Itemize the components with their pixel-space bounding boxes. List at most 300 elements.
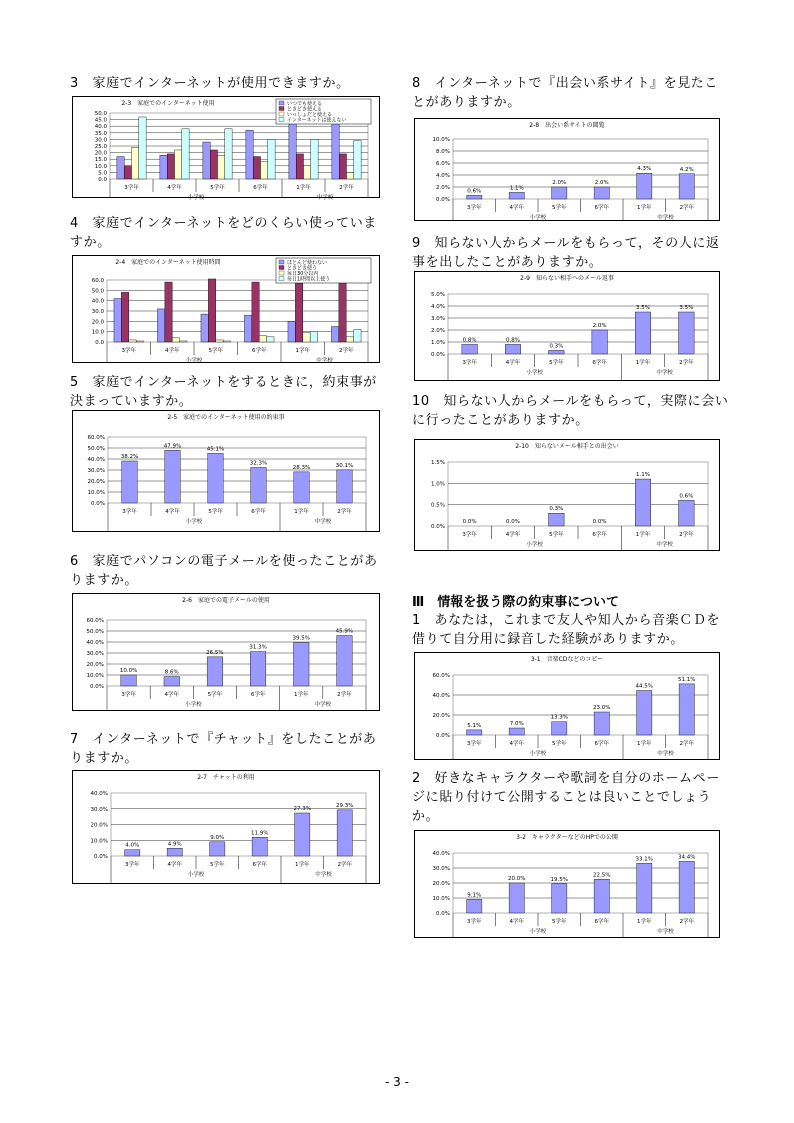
group-label: 小学校 — [187, 872, 205, 878]
x-category-label: 3学年 — [124, 185, 139, 191]
x-category-label: 1学年 — [295, 348, 310, 354]
x-category-label: 6学年 — [251, 509, 266, 515]
data-label: 45.9% — [335, 628, 354, 635]
y-tick-label: 0.0 — [98, 177, 107, 183]
x-category-label: 2学年 — [339, 348, 354, 354]
question-line: 借りて自分用に録音した経験がありますか。 — [412, 632, 685, 647]
bar — [267, 337, 274, 342]
bar — [121, 675, 137, 686]
y-tick-label: 50.0 — [94, 111, 107, 117]
chart-2-4 — [72, 255, 380, 363]
data-label: 44.5% — [635, 683, 653, 690]
bar — [261, 162, 268, 179]
bar — [594, 187, 609, 199]
bar — [679, 174, 694, 199]
bar — [182, 129, 189, 179]
bar — [160, 155, 167, 179]
bar — [288, 321, 295, 342]
chart-title: 2-6 家庭での電子メールの使用 — [182, 597, 270, 604]
bar — [549, 513, 565, 526]
bar — [467, 730, 482, 735]
section-heading: Ⅲ 情報を扱う際の約束事について — [412, 595, 620, 610]
data-label: 9.0% — [210, 834, 225, 841]
group-label: 中学校 — [657, 215, 674, 221]
bar — [218, 155, 225, 179]
data-label: 11.9% — [251, 830, 269, 837]
x-category-label: 3学年 — [467, 741, 482, 747]
chart-2-5 — [72, 410, 380, 532]
data-label: 0.0% — [592, 519, 607, 525]
plot-area — [448, 294, 708, 354]
bar — [175, 150, 182, 179]
chart-svg — [415, 119, 719, 220]
chart-svg — [415, 831, 719, 937]
bar — [139, 117, 146, 179]
chart-svg — [73, 411, 379, 531]
bar — [337, 470, 352, 503]
y-tick-label: 5.0% — [431, 292, 445, 298]
question-3 — [70, 74, 390, 93]
bar — [157, 309, 164, 342]
bar — [295, 813, 310, 856]
data-label: 23.0% — [593, 705, 611, 711]
question-line: 9 知らない人からメールをもらって，その人に返 — [412, 236, 720, 251]
data-label: 38.2% — [120, 453, 139, 460]
question-line: 8 インターネットで『出会い系サイト』を見たこ — [412, 76, 718, 91]
data-label: 32.3% — [249, 460, 268, 467]
x-category-label: 3学年 — [462, 532, 477, 538]
legend-swatch — [279, 112, 284, 116]
x-category-label: 4学年 — [164, 692, 179, 698]
y-tick-label: 60.0% — [87, 435, 105, 441]
bar — [509, 883, 524, 913]
bar — [505, 344, 521, 354]
data-label: 26.5% — [206, 649, 224, 656]
bar — [125, 850, 140, 856]
y-tick-label: 40.0 — [94, 124, 107, 131]
x-category-label: 6学年 — [592, 532, 607, 538]
question-line: 決まっていますか。 — [70, 394, 193, 409]
x-category-label: 4学年 — [167, 185, 182, 191]
x-category-label: 1学年 — [296, 185, 311, 191]
bar — [679, 684, 694, 735]
x-category-label: 2学年 — [337, 692, 352, 698]
bar — [121, 292, 128, 342]
x-category-label: 4学年 — [165, 348, 180, 354]
x-category-label: 2学年 — [337, 862, 352, 868]
y-tick-label: 20.0% — [432, 881, 450, 887]
bar — [346, 337, 353, 342]
data-label: 0.6% — [679, 493, 694, 500]
y-tick-label: 60.0 — [91, 278, 104, 284]
data-label: 51.1% — [678, 676, 696, 683]
question-line: 10 知らない人からメールをもらって，実際に会い — [412, 394, 729, 409]
x-category-label: 1学年 — [637, 919, 652, 925]
data-label: 45.1% — [206, 446, 225, 453]
chart-svg — [415, 272, 719, 380]
bar — [552, 187, 567, 199]
y-tick-label: 10.0% — [87, 490, 105, 496]
chart-2-10 — [414, 439, 720, 551]
bar — [679, 500, 695, 526]
question-5 — [70, 373, 390, 411]
bar — [552, 722, 567, 735]
y-tick-label: 60.0% — [86, 618, 104, 624]
bar — [509, 728, 524, 735]
bar — [129, 340, 136, 342]
legend-swatch — [279, 260, 284, 264]
data-label: 29.3% — [336, 802, 354, 809]
data-label: 0.8% — [506, 337, 520, 344]
x-category-label: 3学年 — [467, 205, 482, 211]
chart-title: 3-1 音楽CDなどのコピー — [530, 656, 604, 663]
chart-2-3 — [72, 96, 380, 201]
legend-swatch — [279, 277, 284, 281]
data-label: 19.5% — [550, 876, 568, 883]
y-tick-label: 0.5% — [431, 502, 445, 509]
bar — [180, 341, 187, 342]
bar — [592, 330, 608, 354]
legend-label: ほとんど使わない — [287, 260, 328, 266]
x-category-label: 4学年 — [165, 509, 180, 515]
group-label: 小学校 — [529, 751, 547, 757]
x-category-label: 2学年 — [679, 205, 694, 211]
question-line: りますか。 — [70, 751, 139, 766]
group-label: 中学校 — [316, 195, 334, 201]
y-tick-label: 2.0% — [436, 185, 450, 191]
chart-svg — [73, 771, 379, 883]
x-category-label: 3学年 — [462, 360, 477, 366]
x-category-label: 1学年 — [637, 741, 652, 747]
y-tick-label: 25.0 — [94, 144, 107, 150]
chart-2-7 — [72, 770, 380, 884]
question-line: 5 家庭でインターネットをするときに，約束事が — [70, 375, 377, 390]
legend-swatch — [279, 266, 284, 270]
bar — [310, 332, 317, 342]
y-tick-label: 20.0% — [432, 713, 450, 719]
y-tick-label: 20.0 — [91, 319, 104, 326]
data-label: 20.0% — [508, 876, 526, 882]
chart-2-8 — [414, 118, 720, 221]
group-label: 中学校 — [656, 370, 673, 376]
x-category-label: 2学年 — [679, 919, 694, 925]
bar — [124, 166, 131, 179]
chart-3-2 — [414, 830, 720, 938]
data-label: 31.3% — [249, 644, 267, 651]
group-label: 小学校 — [185, 358, 203, 364]
y-tick-label: 40.0% — [432, 851, 450, 857]
bar — [467, 195, 482, 199]
bar — [635, 479, 651, 526]
y-tick-label: 0.0% — [431, 352, 445, 358]
bar — [509, 192, 524, 199]
chart-svg — [415, 440, 719, 550]
data-label: 9.1% — [467, 892, 482, 899]
data-label: 4.9% — [167, 841, 182, 848]
data-label: 3.5% — [679, 305, 694, 311]
group-label: 小学校 — [185, 702, 202, 708]
bar — [244, 315, 251, 342]
y-tick-label: 0.0% — [90, 684, 104, 690]
y-tick-label: 4.0% — [436, 173, 450, 179]
bar — [252, 282, 259, 342]
question-8 — [412, 74, 732, 112]
bar — [250, 652, 266, 686]
chart-svg — [73, 594, 379, 710]
data-label: 1.1% — [509, 185, 524, 192]
x-category-label: 6学年 — [594, 919, 609, 925]
question-3-1 — [412, 611, 732, 649]
y-tick-label: 60.0% — [432, 673, 450, 679]
data-label: 22.5% — [593, 872, 611, 879]
legend-label: インターネットは使えない — [287, 117, 347, 124]
x-category-label: 4学年 — [509, 741, 524, 747]
y-tick-label: 10.0 — [94, 163, 107, 170]
y-tick-label: 8.0% — [436, 149, 450, 155]
x-category-label: 5学年 — [207, 692, 223, 698]
y-tick-label: 3.0% — [431, 316, 445, 322]
bar — [637, 173, 652, 199]
y-tick-label: 20.0% — [90, 822, 108, 829]
data-label: 4.3% — [637, 166, 652, 173]
y-tick-label: 5.0 — [98, 170, 107, 177]
x-category-label: 6学年 — [252, 862, 267, 868]
y-tick-label: 0.0% — [91, 501, 105, 507]
x-category-label: 5学年 — [552, 919, 567, 925]
y-tick-label: 10.0% — [432, 137, 450, 143]
data-label: 4.0% — [125, 842, 140, 849]
chart-2-6 — [72, 593, 380, 711]
legend-swatch — [279, 271, 284, 275]
group-label: 中学校 — [314, 519, 332, 525]
bar — [467, 899, 482, 913]
data-label: 2.0% — [552, 180, 567, 186]
x-category-label: 6学年 — [253, 185, 268, 191]
legend-swatch — [279, 118, 284, 122]
bar — [549, 350, 565, 354]
y-tick-label: 10.0 — [91, 329, 104, 336]
x-category-label: 3学年 — [125, 862, 140, 868]
x-category-label: 3学年 — [121, 348, 136, 354]
data-label: 4.2% — [679, 166, 694, 173]
y-tick-label: 0.0% — [94, 854, 108, 860]
y-tick-label: 20.0% — [87, 479, 105, 485]
x-category-label: 1学年 — [637, 205, 652, 211]
chart-title: 2-9 知らない相手へのメール返事 — [520, 275, 614, 282]
bar — [136, 341, 143, 342]
bar — [246, 130, 253, 179]
x-category-label: 6学年 — [594, 205, 609, 211]
bar — [122, 461, 137, 503]
bar — [339, 154, 346, 179]
data-label: 2.0% — [592, 323, 607, 329]
page-number: - 3 - — [385, 1075, 409, 1089]
legend-swatch — [279, 101, 284, 105]
bar — [635, 312, 651, 354]
x-category-label: 5学年 — [208, 348, 223, 354]
question-line: 6 家庭でパソコンの電子メールを使ったことがあ — [70, 554, 378, 569]
chart-2-9 — [414, 271, 720, 381]
y-tick-label: 1.0% — [431, 340, 445, 346]
data-label: 30.1% — [335, 462, 354, 469]
legend-label: 毎日30分以内 — [287, 271, 319, 277]
y-tick-label: 50.0 — [91, 288, 104, 295]
y-tick-label: 10.0% — [86, 673, 104, 679]
chart-svg — [73, 97, 379, 201]
y-tick-label: 30.0% — [86, 651, 104, 657]
y-tick-label: 40.0% — [90, 791, 108, 797]
y-tick-label: 30.0 — [91, 309, 104, 315]
x-category-label: 1学年 — [294, 692, 309, 698]
y-tick-label: 50.0% — [87, 446, 105, 452]
group-label: 中学校 — [657, 929, 674, 935]
data-label: 47.9% — [163, 443, 182, 450]
x-category-label: 3学年 — [122, 509, 137, 515]
x-category-label: 6学年 — [250, 692, 266, 698]
bar — [289, 122, 296, 179]
legend-label: ときどき使える — [287, 106, 323, 113]
bar — [337, 810, 352, 856]
y-tick-label: 0.0% — [436, 733, 450, 739]
x-category-label: 2学年 — [679, 532, 694, 538]
data-label: 34.4% — [678, 854, 696, 861]
x-category-label: 1学年 — [635, 532, 651, 538]
chart-svg — [415, 653, 719, 759]
legend-label: ときどき使う — [287, 265, 318, 272]
group-label: 小学校 — [526, 370, 543, 376]
x-category-label: 6学年 — [252, 348, 267, 354]
bar — [294, 472, 309, 503]
data-label: 7.0% — [509, 721, 524, 727]
bar — [354, 330, 361, 342]
data-label: 3.5% — [636, 305, 650, 311]
bar — [304, 166, 311, 179]
bar — [210, 150, 217, 179]
x-category-label: 5学年 — [210, 185, 225, 191]
y-tick-label: 0.0% — [431, 524, 445, 530]
chart-3-1 — [414, 652, 720, 760]
y-tick-label: 35.0 — [94, 130, 107, 137]
x-category-label: 6学年 — [592, 360, 607, 366]
question-line: 3 家庭でインターネットが使用できますか。 — [70, 76, 350, 91]
bar — [164, 677, 180, 686]
bar — [337, 636, 353, 686]
legend-label: いつでも使える — [287, 101, 323, 107]
bar — [594, 712, 609, 735]
y-tick-label: 50.0% — [86, 629, 104, 635]
data-label: 39.5% — [292, 635, 310, 642]
group-label: 小学校 — [526, 542, 543, 548]
data-label: 0.3% — [549, 343, 564, 350]
bar — [293, 643, 309, 686]
data-label: 27.3% — [293, 806, 311, 813]
chart-title: 2-3 家庭でのインターネット使用 — [121, 100, 215, 107]
group-label: 中学校 — [316, 358, 333, 364]
question-3-2 — [412, 769, 732, 826]
data-label: 0.0% — [462, 519, 477, 525]
bar — [347, 172, 354, 179]
chart-title: 2-7 チャットの利用 — [197, 774, 255, 781]
bar — [296, 154, 303, 179]
data-label: 2.0% — [594, 180, 609, 186]
data-label: 0.3% — [549, 506, 564, 513]
y-tick-label: 0.0% — [436, 911, 450, 917]
x-category-label: 4学年 — [509, 919, 524, 925]
x-category-label: 4学年 — [167, 862, 182, 868]
question-line: に行ったことがありますか。 — [412, 413, 589, 428]
y-tick-label: 6.0% — [436, 161, 450, 167]
chart-title: 2-10 知らないメール相手との出会い — [515, 443, 619, 450]
y-tick-label: 1.0% — [431, 481, 445, 488]
question-9 — [412, 234, 732, 272]
question-line: 7 インターネットで『チャット』をしたことがあ — [70, 732, 377, 747]
plot-area — [453, 675, 708, 735]
question-10 — [412, 392, 732, 430]
chart-title: 2-5 家庭でのインターネット使用の約束事 — [167, 414, 285, 421]
question-7 — [70, 730, 390, 768]
y-tick-label: 4.0% — [431, 304, 445, 310]
y-tick-label: 40.0% — [432, 693, 450, 699]
bar — [679, 861, 694, 913]
question-4 — [70, 214, 390, 252]
x-category-label: 4学年 — [509, 205, 524, 211]
chart-svg — [73, 256, 379, 362]
data-label: 0.6% — [467, 188, 482, 195]
question-line: 1 あなたは，これまで友人や知人から音楽ＣＤを — [412, 613, 721, 628]
x-category-label: 2学年 — [679, 741, 694, 747]
x-category-label: 1学年 — [635, 360, 651, 366]
y-tick-label: 20.0 — [94, 150, 107, 157]
bar — [303, 333, 310, 342]
chart-title: 2-4 家庭でのインターネット使用時間 — [115, 259, 221, 266]
question-line: りますか。 — [70, 573, 139, 588]
x-category-label: 4学年 — [505, 360, 521, 366]
group-label: 中学校 — [657, 751, 674, 757]
bar — [331, 327, 338, 343]
plot-area — [453, 139, 708, 199]
x-category-label: 6学年 — [594, 741, 609, 747]
x-category-label: 4学年 — [505, 532, 521, 538]
bar — [253, 157, 260, 179]
bar — [216, 340, 223, 342]
group-label: 小学校 — [529, 215, 547, 221]
x-category-label: 5学年 — [549, 532, 564, 538]
bar — [114, 299, 121, 342]
y-tick-label: 1.5% — [431, 460, 445, 466]
bar — [594, 879, 609, 913]
question-6 — [70, 552, 390, 590]
bar — [207, 657, 223, 686]
y-tick-label: 30.0% — [432, 866, 450, 872]
y-tick-label: 2.0% — [431, 328, 445, 334]
question-line: すか。 — [70, 235, 111, 250]
bar — [679, 312, 695, 354]
bar — [354, 141, 361, 179]
data-label: 1.1% — [636, 472, 650, 479]
question-line: とがありますか。 — [412, 95, 521, 110]
bar — [637, 691, 652, 736]
group-label: 中学校 — [656, 542, 673, 548]
x-category-label: 5学年 — [210, 862, 225, 868]
plot-area — [448, 462, 708, 526]
y-tick-label: 20.0% — [86, 662, 104, 668]
x-category-label: 3学年 — [121, 692, 136, 698]
x-category-label: 5学年 — [549, 360, 564, 366]
bar — [462, 344, 478, 354]
x-category-label: 2学年 — [339, 185, 354, 191]
bar — [172, 338, 179, 342]
bar — [165, 450, 180, 503]
